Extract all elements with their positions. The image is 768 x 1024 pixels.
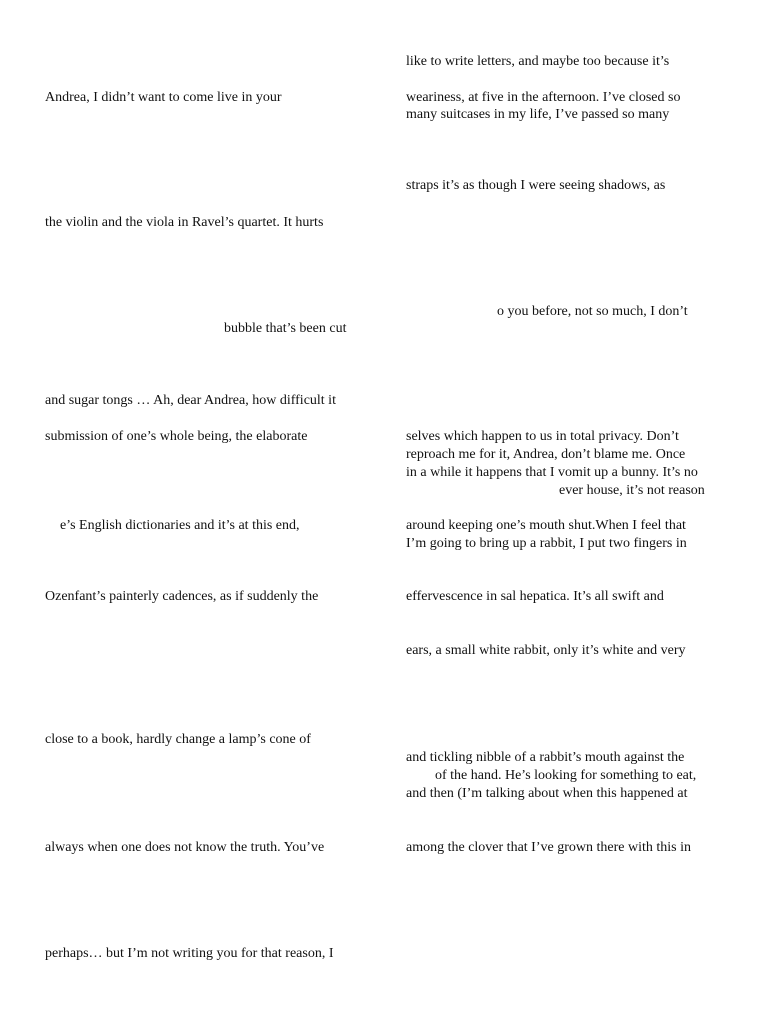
text-line-left-7: Ozenfant’s painterly cadences, as if suddenly the	[45, 589, 319, 604]
text-line-right-16: and then (I’m talking about when this happened at	[406, 786, 688, 801]
text-line-left-6: e’s English dictionaries and it’s at this end,	[60, 518, 300, 533]
text-line-right-3: many suitcases in my life, I’ve passed so many	[406, 107, 670, 122]
text-line-right-11: I’m going to bring up a rabbit, I put two fingers in	[406, 536, 687, 551]
text-line-right-5: o you before, not so much, I don’t	[497, 304, 688, 319]
text-line-left-1: Andrea, I didn’t want to come live in your	[45, 90, 282, 105]
text-line-right-9: ever house, it’s not reason	[559, 483, 705, 498]
text-line-left-4: and sugar tongs … Ah, dear Andrea, how difficult it	[45, 393, 336, 408]
text-line-right-12: effervescence in sal hepatica. It’s all swift and	[406, 589, 664, 604]
text-line-left-9: always when one does not know the truth. You’ve	[45, 840, 325, 855]
text-line-right-13: ears, a small white rabbit, only it’s white and very	[406, 643, 686, 658]
text-line-left-8: close to a book, hardly change a lamp’s cone of	[45, 732, 311, 747]
text-line-right-7: reproach me for it, Andrea, don’t blame me. Once	[406, 447, 686, 462]
text-line-right-8: in a while it happens that I vomit up a bunny. It’s no	[406, 465, 698, 480]
text-line-right-17: among the clover that I’ve grown there with this in	[406, 840, 691, 855]
text-line-right-10: around keeping one’s mouth shut.When I feel that	[406, 518, 686, 533]
text-line-right-6: selves which happen to us in total privacy. Don’t	[406, 429, 679, 444]
text-line-right-15: of the hand. He’s looking for something to eat,	[435, 768, 697, 783]
text-line-left-3: bubble that’s been cut	[224, 321, 347, 336]
text-line-left-5: submission of one’s whole being, the elaborate	[45, 429, 308, 444]
text-line-left-10: perhaps… but I’m not writing you for that reason, I	[45, 946, 334, 961]
text-line-left-2: the violin and the viola in Ravel’s quartet. It hurts	[45, 215, 324, 230]
text-line-right-4: straps it’s as though I were seeing shadows, as	[406, 178, 666, 193]
text-line-right-14: and tickling nibble of a rabbit’s mouth against the	[406, 750, 685, 765]
text-line-right-2: weariness, at five in the afternoon. I’ve closed so	[406, 90, 681, 105]
text-line-right-1: like to write letters, and maybe too because it’s	[406, 54, 670, 69]
